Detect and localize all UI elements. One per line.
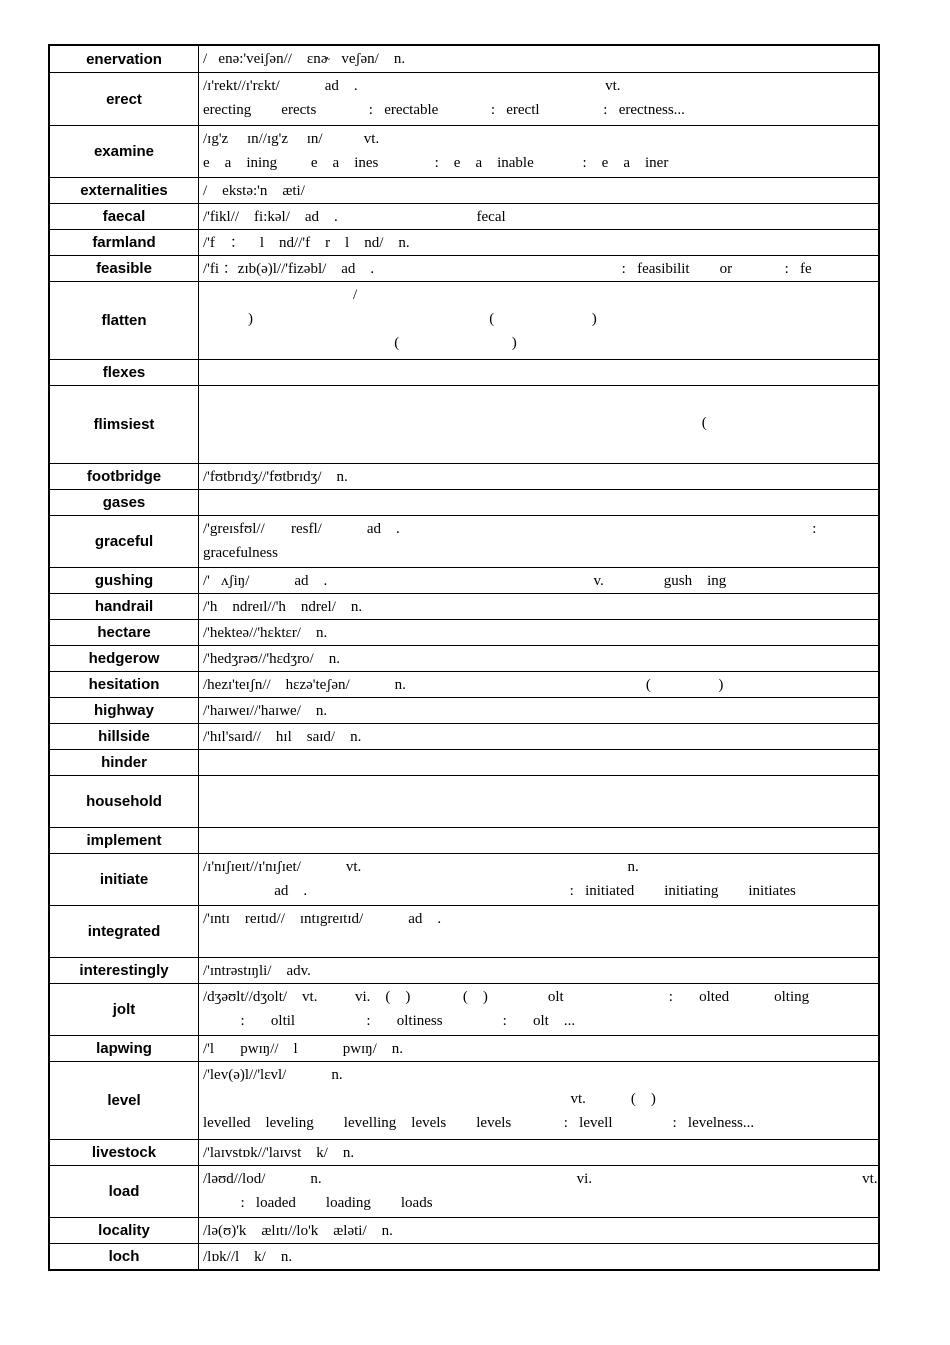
table-row [50,125,878,177]
table-row [50,853,878,905]
definition-cell [199,282,878,359]
headword-cell: gushing [50,568,199,593]
table-row [50,489,878,515]
definition-line: /'haɪweɪ//'haɪwe/ n. [203,703,328,719]
definition-line [203,491,874,515]
definition-line: / enə:'veiʃən// ɛnɚ veʃən/ n. [203,51,406,67]
definition-line: /ləʊd//lod/ n. vi. vt. [203,1171,878,1187]
definition-line: ( [203,415,707,431]
definition-line: /'fikl// fi:kəl/ ad . fecal [203,209,506,225]
definition-line [203,361,874,385]
definition-line: /'fʊtbrɪdʒ//'fʊtbrɪdʒ/ n. [203,469,348,485]
table-row [50,229,878,255]
table-row [50,1035,878,1061]
table-row [50,1217,878,1243]
definition-cell [199,620,878,645]
definition-line: /'lev(ə)l//'lɛvl/ n. [203,1067,343,1083]
headword-cell: implement [50,828,199,853]
definition-line: e a ining e a ines : e a inable : e a iner [203,155,669,171]
headword-cell: hedgerow [50,646,199,671]
headword-cell: level [50,1062,199,1139]
definition-line: /'l pwɪŋ// l pwɪŋ/ n. [203,1041,404,1057]
headword-cell: enervation [50,46,199,72]
definition-line: ( ) [203,335,517,351]
definition-line [203,777,874,801]
table-row [50,359,878,385]
definition-cell [199,256,878,281]
definition-line: : oltil : oltiness : olt ... [203,1013,576,1029]
definition-line: vt. ( ) [203,1091,656,1107]
headword-cell: hesitation [50,672,199,697]
definition-cell [199,1218,878,1243]
headword-cell: farmland [50,230,199,255]
headword-cell: interestingly [50,958,199,983]
table-row [50,723,878,749]
definition-line: /ɪ'nɪʃɪeɪt//ɪ'nɪʃɪet/ vt. n. [203,859,639,875]
definition-cell [199,464,878,489]
table-row [50,567,878,593]
headword-cell: initiate [50,854,199,905]
headword-cell: load [50,1166,199,1217]
headword-cell: handrail [50,594,199,619]
definition-cell [199,46,878,72]
headword-cell: integrated [50,906,199,957]
definition-line: /lɒk//l k/ n. [203,1249,293,1265]
definition-line: /'fi ：zɪb(ə)l//'fizəbl/ ad . : feasibilit or : fe [203,261,812,277]
headword-cell: flexes [50,360,199,385]
headword-cell: lapwing [50,1036,199,1061]
table-row [50,697,878,723]
definition-line: /'hedʒrəʊ//'hɛdʒro/ n. [203,651,340,667]
definition-cell [199,568,878,593]
table-row [50,957,878,983]
table-row [50,983,878,1035]
table-row [50,775,878,827]
definition-cell [199,204,878,229]
definition-cell [199,906,878,957]
table-row [50,177,878,203]
definition-cell [199,984,878,1035]
definition-cell [199,698,878,723]
headword-cell: flimsiest [50,386,199,463]
table-row [50,671,878,697]
table-row [50,72,878,125]
table-row [50,1243,878,1269]
definition-line: /'ɪntɪ reɪtɪd// ɪntɪgreɪtɪd/ ad . [203,911,442,927]
definition-cell [199,958,878,983]
definition-line: / ekstə:'n ӕti/ [203,183,305,199]
table-row [50,515,878,567]
headword-cell: feasible [50,256,199,281]
definition-line [203,829,874,853]
definition-line: /ɪg'z ɪn//ɪg'z ɪn/ vt. [203,131,380,147]
definition-cell [199,776,878,827]
definition-line: /lə(ʊ)'k ӕlɪtɪ//lo'k ӕləti/ n. [203,1223,393,1239]
table-row [50,385,878,463]
definition-line: /'hɪl'saɪd// hɪl saɪd/ n. [203,729,362,745]
definition-cell [199,178,878,203]
table-row [50,593,878,619]
headword-cell: locality [50,1218,199,1243]
definition-cell [199,73,878,125]
table-row [50,463,878,489]
definition-line: /' ʌʃiŋ/ ad . v. gush ing [203,573,727,589]
headword-cell: livestock [50,1140,199,1165]
definition-cell [199,1244,878,1269]
definition-line: erecting erects : erectable : erectl : erectness... [203,102,685,118]
definition-line: levelled leveling levelling levels levels : levell : levelness... [203,1115,755,1131]
headword-cell: gases [50,490,199,515]
definition-line [203,903,874,905]
table-row [50,827,878,853]
definition-line [203,751,874,775]
headword-cell: externalities [50,178,199,203]
definition-cell [199,386,878,463]
definition-line: /'f ： l nd//'f r l nd/ n. [203,235,410,251]
table-row [50,1061,878,1139]
definition-line: /'laɪvstɒk//'laɪvst k/ n. [203,1145,355,1161]
table-row [50,1139,878,1165]
definition-cell [199,828,878,853]
definition-line: /hezɪ'teɪʃn// hɛzə'teʃən/ n. ( ) [203,677,724,693]
definition-line: : loaded loading loads [203,1195,433,1211]
headword-cell: flatten [50,282,199,359]
table-row [50,645,878,671]
headword-cell: hectare [50,620,199,645]
table-row [50,203,878,229]
definition-cell [199,1062,878,1139]
definition-line: /'hekteə//'hɛktɛr/ n. [203,625,328,641]
headword-cell: jolt [50,984,199,1035]
headword-cell: footbridge [50,464,199,489]
definition-cell [199,646,878,671]
headword-cell: faecal [50,204,199,229]
table-row [50,619,878,645]
table-row [50,281,878,359]
definition-cell [199,1140,878,1165]
definition-line: / [203,287,358,303]
definition-cell [199,1036,878,1061]
headword-cell: loch [50,1244,199,1269]
definition-cell [199,490,878,515]
definition-cell [199,854,878,905]
headword-cell: erect [50,73,199,125]
headword-cell: household [50,776,199,827]
definition-line: /ɪ'rekt//ɪ'rɛkt/ ad . vt. [203,78,621,94]
definition-cell [199,672,878,697]
table-row [50,255,878,281]
definition-line: /'ɪntrəstɪŋli/ adv. [203,963,311,979]
table-row [50,46,878,72]
definition-cell [199,594,878,619]
vocabulary-table [48,44,880,1271]
headword-cell: hillside [50,724,199,749]
headword-cell: hinder [50,750,199,775]
definition-cell [199,724,878,749]
definition-cell [199,750,878,775]
definition-line: gracefulness [203,545,278,561]
definition-cell [199,1166,878,1217]
table-row [50,1165,878,1217]
headword-cell: highway [50,698,199,723]
definition-line: /'greɪsfʊl// resfl/ ad . : [203,521,817,537]
table-row [50,749,878,775]
definition-line: ad . : initiated initiating initiates [203,883,796,899]
definition-cell [199,230,878,255]
definition-line: /'h ndreɪl//'h ndrel/ n. [203,599,363,615]
definition-line: /dʒəʊlt//dʒolt/ vt. vi. ( ) ( ) olt : olted olting [203,989,810,1005]
definition-cell [199,126,878,177]
definition-cell [199,360,878,385]
definition-line: ) ( ) [203,311,597,327]
table-row [50,905,878,957]
definition-line [203,387,874,411]
headword-cell: examine [50,126,199,177]
headword-cell: graceful [50,516,199,567]
definition-cell [199,516,878,567]
